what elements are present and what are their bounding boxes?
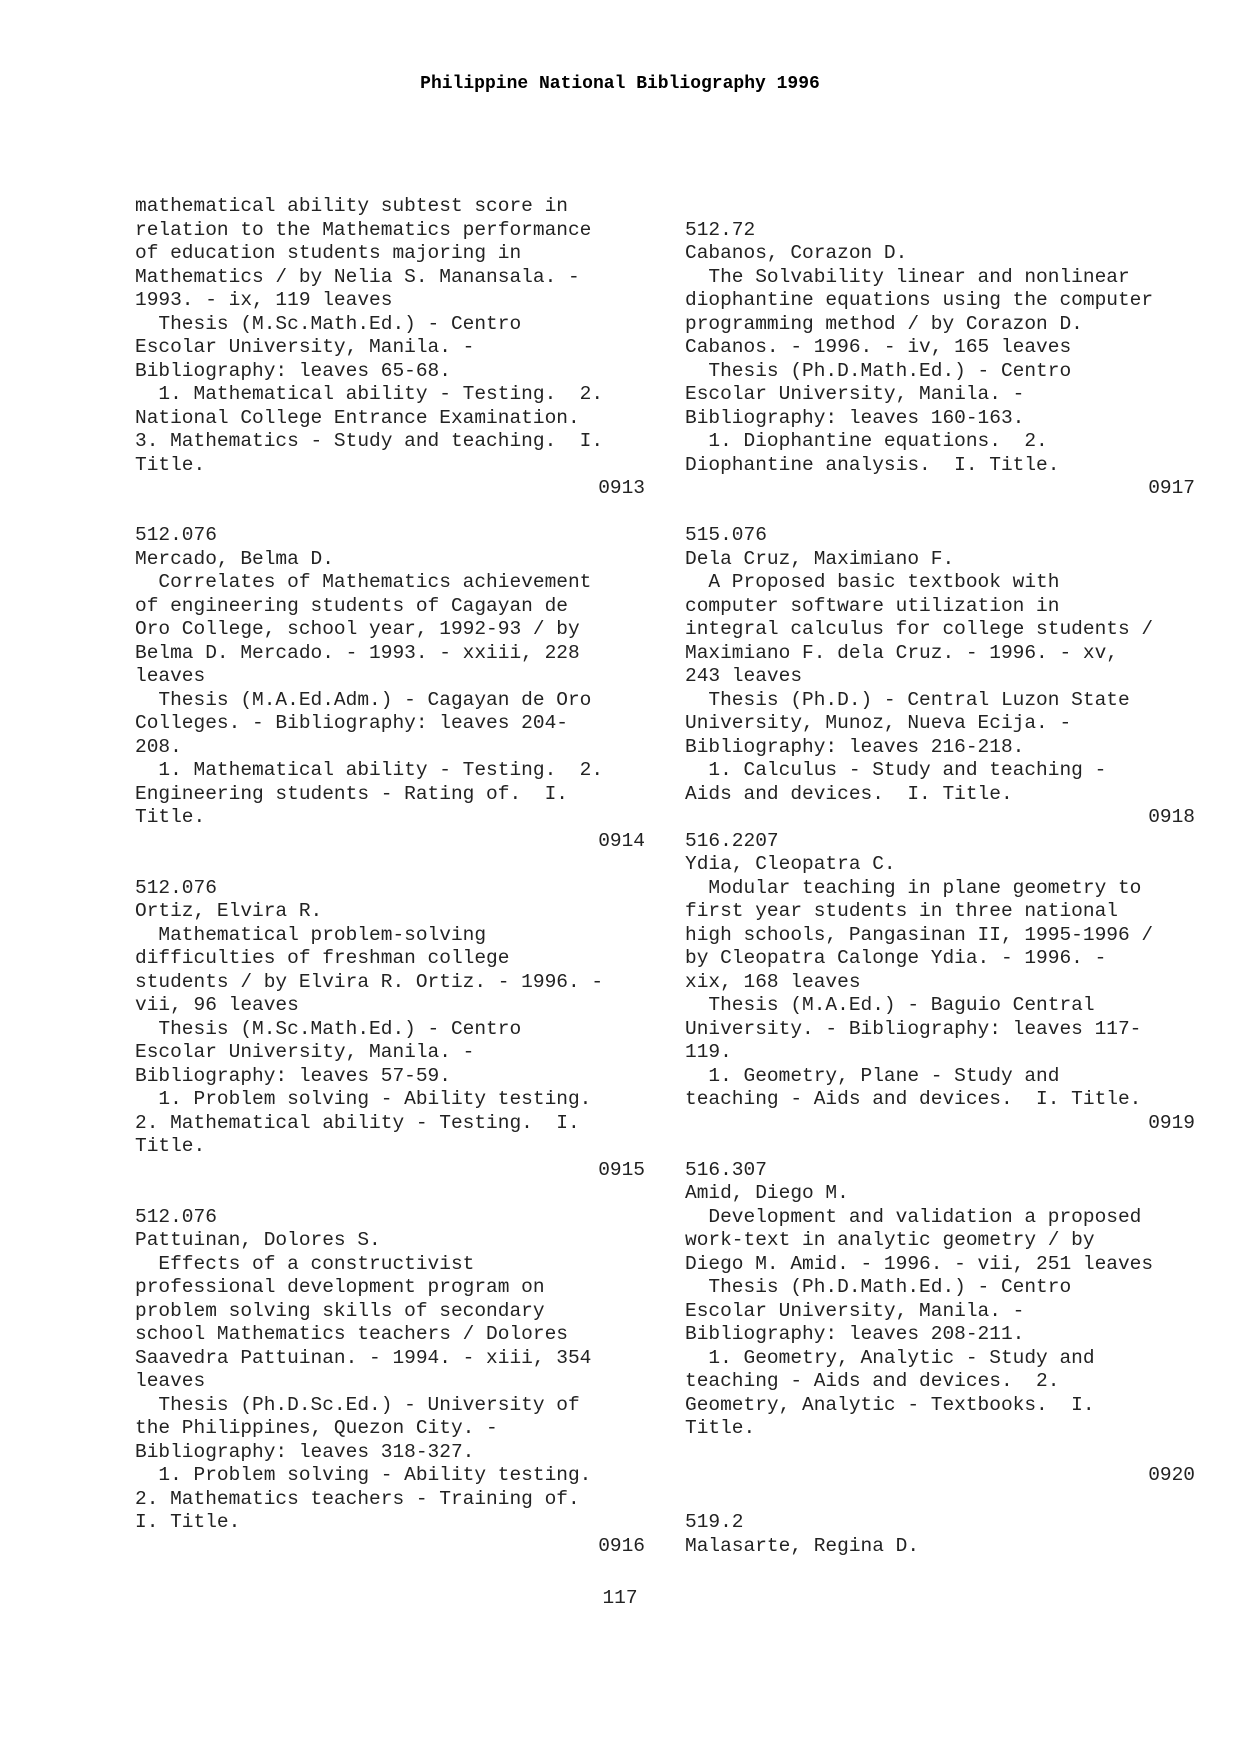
- entry-line: 1. Mathematical ability - Testing. 2.: [135, 759, 604, 781]
- entry-line: vii, 96 leaves: [135, 994, 299, 1016]
- entry-line: professional development program on: [135, 1276, 545, 1298]
- entry-line: I. Title.: [135, 1511, 241, 1533]
- entry-number: 0919: [1148, 1111, 1195, 1134]
- entry-line: high schools, Pangasinan II, 1995-1996 /: [685, 923, 1154, 946]
- entry-0913: [135, 195, 645, 501]
- entry-line: Thesis (M.Sc.Math.Ed.) - Centro: [135, 1017, 522, 1040]
- entry-line: Bibliography: leaves 57-59.: [135, 1064, 451, 1087]
- left-column: [135, 195, 645, 1558]
- entry-line: xix, 168 leaves: [685, 970, 861, 993]
- author: Malasarte, Regina D.: [685, 1534, 920, 1557]
- entry-line: Bibliography: leaves 216-218.: [685, 735, 1025, 758]
- entry-line: leaves: [135, 1370, 206, 1392]
- entry-line: 1. Calculus - Study and teaching -: [685, 759, 1107, 781]
- call-number: 515.076: [685, 524, 767, 546]
- call-number: 512.076: [135, 1205, 217, 1228]
- entry-line: work-text in analytic geometry / by: [685, 1229, 1095, 1251]
- entry-line: Effects of a constructivist: [135, 1252, 475, 1275]
- entry-line: 1. Geometry, Analytic - Study and: [685, 1346, 1095, 1369]
- entry-line: Correlates of Mathematics achievement: [135, 571, 592, 593]
- entry-line: Mathematical problem-solving: [135, 923, 487, 946]
- entry-line: Escolar University, Manila. -: [685, 383, 1025, 405]
- entry-0916: [135, 1206, 645, 1559]
- page-title: Philippine National Bibliography 1996: [420, 74, 820, 94]
- entry-line: students / by Elvira R. Ortiz. - 1996. -: [135, 970, 604, 993]
- entry-line: of engineering students of Cagayan de: [135, 594, 568, 617]
- entry-0919: [685, 830, 1195, 1136]
- entry-line: Title.: [135, 453, 206, 476]
- entry-number: 0913: [598, 477, 645, 499]
- call-number: 512.076: [135, 524, 217, 546]
- author: Mercado, Belma D.: [135, 547, 334, 570]
- author: Cabanos, Corazon D.: [685, 242, 908, 264]
- entry-line: Belma D. Mercado. - 1993. - xxiii, 228: [135, 641, 580, 664]
- entry-line: Bibliography: leaves 160-163.: [685, 406, 1025, 429]
- entry-line: programming method / by Corazon D.: [685, 312, 1083, 335]
- author: Ydia, Cleopatra C.: [685, 853, 896, 875]
- entry-line: Thesis (M.A.Ed.Adm.) - Cagayan de Oro: [135, 688, 592, 711]
- entry-line: 1. Mathematical ability - Testing. 2.: [135, 383, 604, 405]
- entry-line: Title.: [685, 1417, 756, 1439]
- entry-line: 2. Mathematics teachers - Training of.: [135, 1487, 580, 1510]
- entry-line: A Proposed basic textbook with: [685, 571, 1060, 593]
- entry-line: Development and validation a proposed: [685, 1205, 1142, 1228]
- entry-line: 1. Problem solving - Ability testing.: [135, 1088, 592, 1110]
- entry-line: 3. Mathematics - Study and teaching. I.: [135, 430, 604, 452]
- entry-line: teaching - Aids and devices. I. Title.: [685, 1088, 1142, 1110]
- entry-line: 119.: [685, 1041, 732, 1063]
- entry-line: National College Entrance Examination.: [135, 406, 580, 429]
- entry-line: Geometry, Analytic - Textbooks. I.: [685, 1393, 1095, 1416]
- entry-line: the Philippines, Quezon City. -: [135, 1417, 498, 1439]
- entry-line: Thesis (M.A.Ed.) - Baguio Central: [685, 994, 1095, 1016]
- entry-line: Maximiano F. dela Cruz. - 1996. - xv,: [685, 641, 1118, 664]
- entry-line: Bibliography: leaves 208-211.: [685, 1323, 1025, 1345]
- entry-line: Thesis (Ph.D.) - Central Luzon State: [685, 688, 1130, 711]
- entry-line: Bibliography: leaves 318-327.: [135, 1440, 475, 1463]
- author: Amid, Diego M.: [685, 1182, 849, 1204]
- entry-line: Title.: [135, 1135, 206, 1157]
- entry-line: 243 leaves: [685, 665, 803, 687]
- entry-line: Escolar University, Manila. -: [135, 336, 475, 358]
- entry-line: Diophantine analysis. I. Title.: [685, 453, 1060, 476]
- call-number: 516.2207: [685, 829, 779, 852]
- entry-line: The Solvability linear and nonlinear: [685, 265, 1130, 288]
- entry-line: Diego M. Amid. - 1996. - vii, 251 leaves: [685, 1252, 1154, 1275]
- entry-line: Colleges. - Bibliography: leaves 204-: [135, 712, 568, 734]
- entry-line: by Cleopatra Calonge Ydia. - 1996. -: [685, 947, 1107, 969]
- entry-line: Bibliography: leaves 65-68.: [135, 359, 451, 382]
- entry-line: relation to the Mathematics performance: [135, 218, 592, 241]
- call-number: 516.307: [685, 1158, 767, 1181]
- entry-line: diophantine equations using the computer: [685, 289, 1154, 311]
- entry-number: 0915: [598, 1158, 645, 1181]
- entry-0915: [135, 877, 645, 1183]
- entry-line: Escolar University, Manila. -: [135, 1041, 475, 1063]
- entry-line: difficulties of freshman college: [135, 947, 510, 969]
- right-column: [685, 195, 1195, 1558]
- entry-line: Title.: [135, 806, 206, 828]
- entry-line: leaves: [135, 665, 206, 687]
- entry-0921: [685, 1511, 1195, 1558]
- entry-line: Oro College, school year, 1992-93 / by: [135, 618, 580, 640]
- entry-line: Thesis (Ph.D.Math.Ed.) - Centro: [685, 359, 1072, 382]
- entry-line: problem solving skills of secondary: [135, 1299, 545, 1322]
- entry-line: integral calculus for college students /: [685, 618, 1154, 640]
- entry-line: Thesis (Ph.D.Sc.Ed.) - University of: [135, 1393, 580, 1416]
- entry-number: 0916: [598, 1534, 645, 1557]
- entry-line: 1. Problem solving - Ability testing.: [135, 1464, 592, 1486]
- entry-line: University. - Bibliography: leaves 117-: [685, 1017, 1142, 1040]
- entry-line: Aids and devices. I. Title.: [685, 782, 1013, 805]
- entry-0918: [685, 524, 1195, 830]
- entry-line: of education students majoring in: [135, 242, 522, 264]
- entry-line: teaching - Aids and devices. 2.: [685, 1370, 1060, 1392]
- author: Pattuinan, Dolores S.: [135, 1229, 381, 1251]
- entry-line: Thesis (M.Sc.Math.Ed.) - Centro: [135, 312, 522, 335]
- entry-line: first year students in three national: [685, 900, 1118, 922]
- entry-number: 0917: [1148, 477, 1195, 499]
- entry-line: computer software utilization in: [685, 594, 1060, 617]
- author: Dela Cruz, Maximiano F.: [685, 547, 955, 570]
- entry-number: 0914: [598, 829, 645, 852]
- entry-line: Escolar University, Manila. -: [685, 1299, 1025, 1322]
- entry-line: Cabanos. - 1996. - iv, 165 leaves: [685, 336, 1072, 358]
- call-number: 512.72: [685, 218, 756, 241]
- entry-line: Thesis (Ph.D.Math.Ed.) - Centro: [685, 1276, 1072, 1298]
- entry-0920: [685, 1159, 1195, 1488]
- call-number: 519.2: [685, 1511, 744, 1533]
- entry-line: Modular teaching in plane geometry to: [685, 876, 1142, 899]
- entry-line: mathematical ability subtest score in: [135, 195, 568, 217]
- entry-line: Engineering students - Rating of. I.: [135, 782, 568, 805]
- entry-line: 2. Mathematical ability - Testing. I.: [135, 1111, 580, 1134]
- entry-line: school Mathematics teachers / Dolores: [135, 1323, 568, 1345]
- entry-0917: [685, 219, 1195, 501]
- author: Ortiz, Elvira R.: [135, 900, 323, 922]
- call-number: 512.076: [135, 876, 217, 899]
- entry-line: University, Munoz, Nueva Ecija. -: [685, 712, 1072, 734]
- entry-line: Saavedra Pattuinan. - 1994. - xiii, 354: [135, 1346, 592, 1369]
- entry-line: 1. Diophantine equations. 2.: [685, 430, 1048, 452]
- entry-number: 0920: [1148, 1464, 1195, 1486]
- entry-number: 0918: [1148, 806, 1195, 828]
- entry-line: 1. Geometry, Plane - Study and: [685, 1064, 1060, 1087]
- page-number: 117: [602, 1587, 638, 1609]
- entry-line: 1993. - ix, 119 leaves: [135, 289, 393, 311]
- entry-0914: [135, 524, 645, 853]
- entry-line: Mathematics / by Nelia S. Manansala. -: [135, 265, 580, 288]
- entry-line: 208.: [135, 735, 182, 758]
